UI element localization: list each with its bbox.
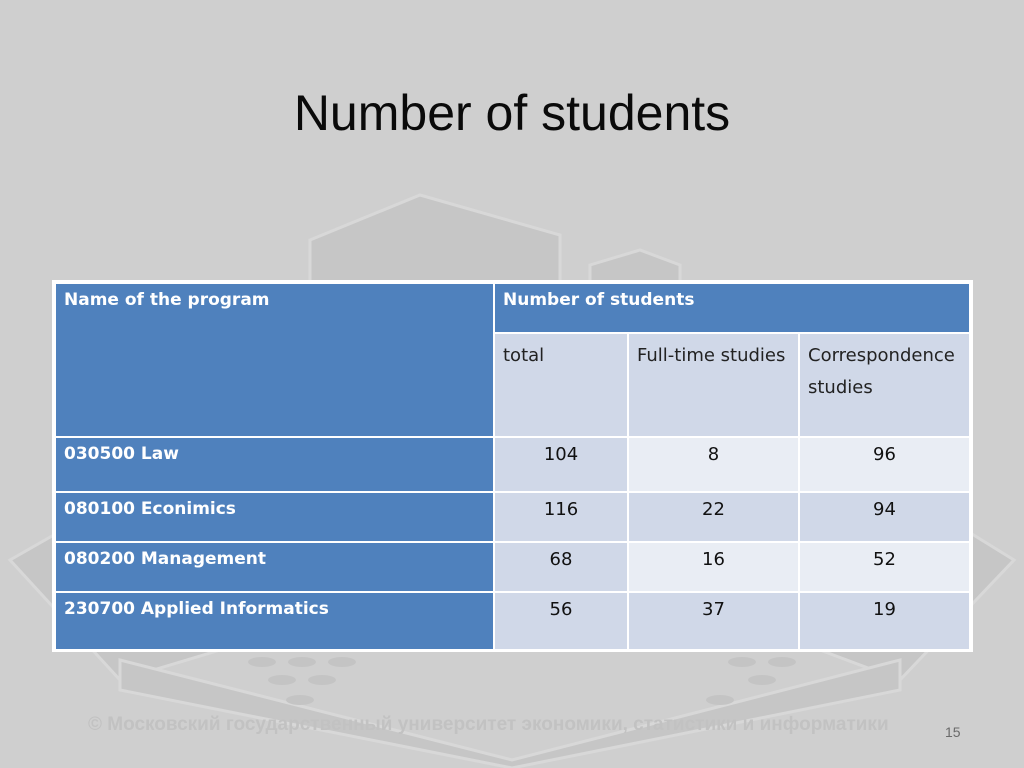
subheader-total: total xyxy=(495,334,629,438)
table-header-row xyxy=(56,284,971,334)
correspondence-cell: 19 xyxy=(800,593,971,651)
table-row xyxy=(56,438,971,493)
subheader-full-time: Full-time studies xyxy=(629,334,800,438)
full-time-cell: 16 xyxy=(629,543,800,593)
slide-title: Number of students xyxy=(293,85,731,141)
full-time-cell: 8 xyxy=(629,438,800,493)
students-column-header: Number of students xyxy=(495,284,971,334)
correspondence-cell: 96 xyxy=(800,438,971,493)
total-cell: 56 xyxy=(495,593,629,651)
subheader-correspondence: Correspondence studies xyxy=(800,334,971,438)
total-cell: 68 xyxy=(495,543,629,593)
program-name: 080100 Econimics xyxy=(56,493,495,543)
program-name: 230700 Applied Informatics xyxy=(56,593,495,651)
table-row xyxy=(56,493,971,543)
total-cell: 116 xyxy=(495,493,629,543)
program-name: 080200 Management xyxy=(56,543,495,593)
full-time-cell: 37 xyxy=(629,593,800,651)
students-table xyxy=(56,284,971,651)
page-number: 15 xyxy=(945,724,961,740)
program-name: 030500 Law xyxy=(56,438,495,493)
correspondence-cell: 52 xyxy=(800,543,971,593)
total-cell: 104 xyxy=(495,438,629,493)
full-time-cell: 22 xyxy=(629,493,800,543)
students-table-frame xyxy=(52,280,973,652)
program-column-header: Name of the program xyxy=(56,284,495,438)
table-row xyxy=(56,543,971,593)
table-row xyxy=(56,593,971,651)
footer-copyright: © Московский государственный университет экономики, статистики и информатики xyxy=(88,714,889,735)
correspondence-cell: 94 xyxy=(800,493,971,543)
